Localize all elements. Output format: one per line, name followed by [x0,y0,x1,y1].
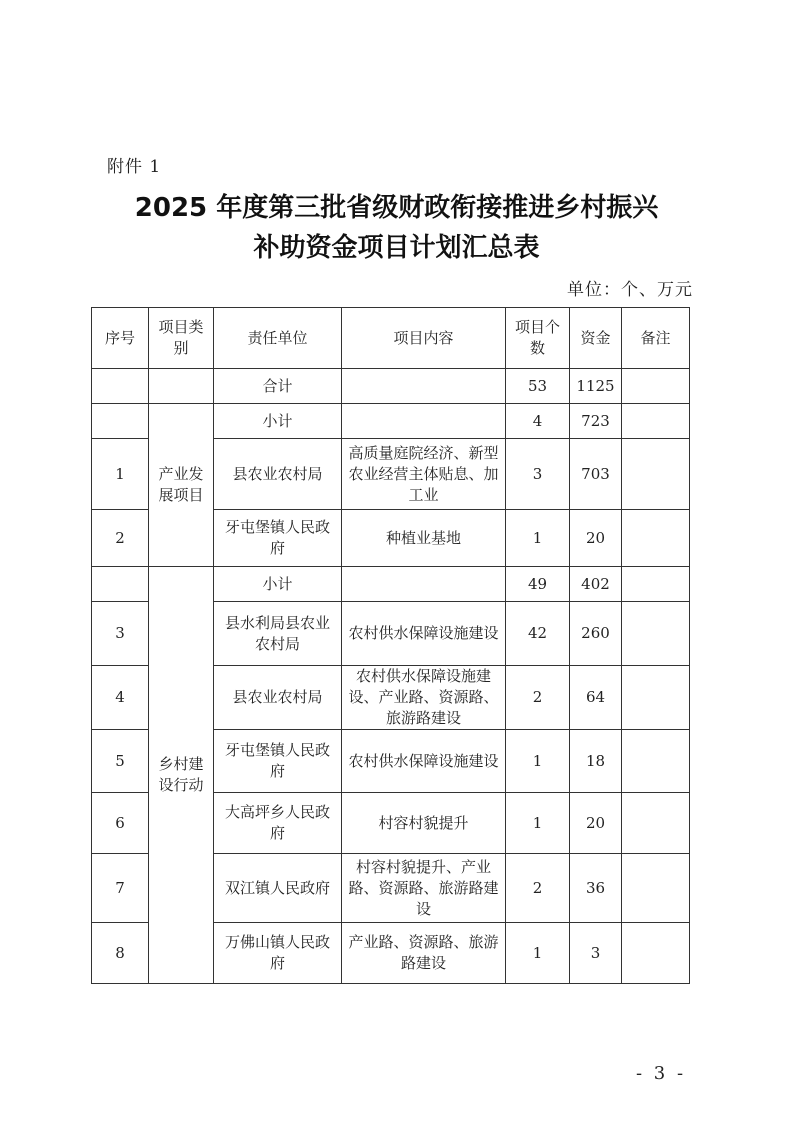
row-content: 高质量庭院经济、新型农业经营主体贴息、加工业 [342,439,506,510]
total-label: 合计 [214,369,342,404]
header-content: 项目内容 [342,308,506,369]
row-count: 2 [506,666,570,730]
summary-table [91,307,690,984]
subtotal-funds: 402 [570,567,622,602]
header-count: 项目个数 [506,308,570,369]
row-count: 2 [506,854,570,923]
total-category-cell [149,369,214,404]
row-seq: 6 [92,793,149,854]
row-note [622,439,690,510]
row-unit: 大高坪乡人民政府 [214,793,342,854]
category-cell: 乡村建设行动 [149,567,214,984]
subtotal-seq-cell [92,567,149,602]
subtotal-note-cell [622,567,690,602]
subtotal-note-cell [622,404,690,439]
header-note: 备注 [622,308,690,369]
row-note [622,666,690,730]
row-unit: 牙屯堡镇人民政府 [214,510,342,567]
row-funds: 3 [570,923,622,984]
total-row [92,369,690,404]
row-unit: 双江镇人民政府 [214,854,342,923]
subtotal-content-cell [342,404,506,439]
row-unit: 万佛山镇人民政府 [214,923,342,984]
row-count: 1 [506,923,570,984]
row-seq: 8 [92,923,149,984]
document-title-line-2: 补助资金项目计划汇总表 [253,233,540,263]
row-funds: 260 [570,602,622,666]
row-count: 3 [506,439,570,510]
row-content: 农村供水保障设施建设、产业路、资源路、旅游路建设 [342,666,506,730]
row-content: 村容村貌提升 [342,793,506,854]
subtotal-funds: 723 [570,404,622,439]
row-note [622,510,690,567]
header-funds: 资金 [570,308,622,369]
row-funds: 20 [570,510,622,567]
row-note [622,602,690,666]
row-content: 种植业基地 [342,510,506,567]
row-content: 农村供水保障设施建设 [342,730,506,793]
row-count: 1 [506,793,570,854]
row-seq: 7 [92,854,149,923]
header-seq: 序号 [92,308,149,369]
subtotal-seq-cell [92,404,149,439]
attachment-label: 附件 1 [107,157,162,177]
subtotal-label: 小计 [214,404,342,439]
total-content-cell [342,369,506,404]
total-count: 53 [506,369,570,404]
row-funds: 703 [570,439,622,510]
page-number: - 3 - [636,1063,687,1084]
row-unit: 牙屯堡镇人民政府 [214,730,342,793]
header-unit: 责任单位 [214,308,342,369]
row-seq: 4 [92,666,149,730]
total-seq-cell [92,369,149,404]
row-count: 42 [506,602,570,666]
row-content: 村容村貌提升、产业路、资源路、旅游路建设 [342,854,506,923]
row-seq: 5 [92,730,149,793]
row-note [622,793,690,854]
row-content: 产业路、资源路、旅游路建设 [342,923,506,984]
row-note [622,923,690,984]
row-content: 农村供水保障设施建设 [342,602,506,666]
row-unit: 县农业农村局 [214,666,342,730]
row-count: 1 [506,510,570,567]
row-unit: 县农业农村局 [214,439,342,510]
row-funds: 64 [570,666,622,730]
row-funds: 20 [570,793,622,854]
row-seq: 2 [92,510,149,567]
total-note-cell [622,369,690,404]
category-cell: 产业发展项目 [149,404,214,567]
subtotal-label: 小计 [214,567,342,602]
row-funds: 18 [570,730,622,793]
subtotal-count: 4 [506,404,570,439]
row-note [622,730,690,793]
header-category: 项目类别 [149,308,214,369]
row-note [622,854,690,923]
subtotal-count: 49 [506,567,570,602]
document-title-line-1: 2025 年度第三批省级财政衔接推进乡村振兴 [134,193,659,223]
row-seq: 3 [92,602,149,666]
subtotal-row [92,404,690,439]
subtotal-content-cell [342,567,506,602]
row-unit: 县水利局县农业农村局 [214,602,342,666]
row-seq: 1 [92,439,149,510]
total-funds: 1125 [570,369,622,404]
header-row [92,308,690,369]
row-funds: 36 [570,854,622,923]
unit-label: 单位：个、万元 [567,280,693,300]
row-count: 1 [506,730,570,793]
subtotal-row [92,567,690,602]
